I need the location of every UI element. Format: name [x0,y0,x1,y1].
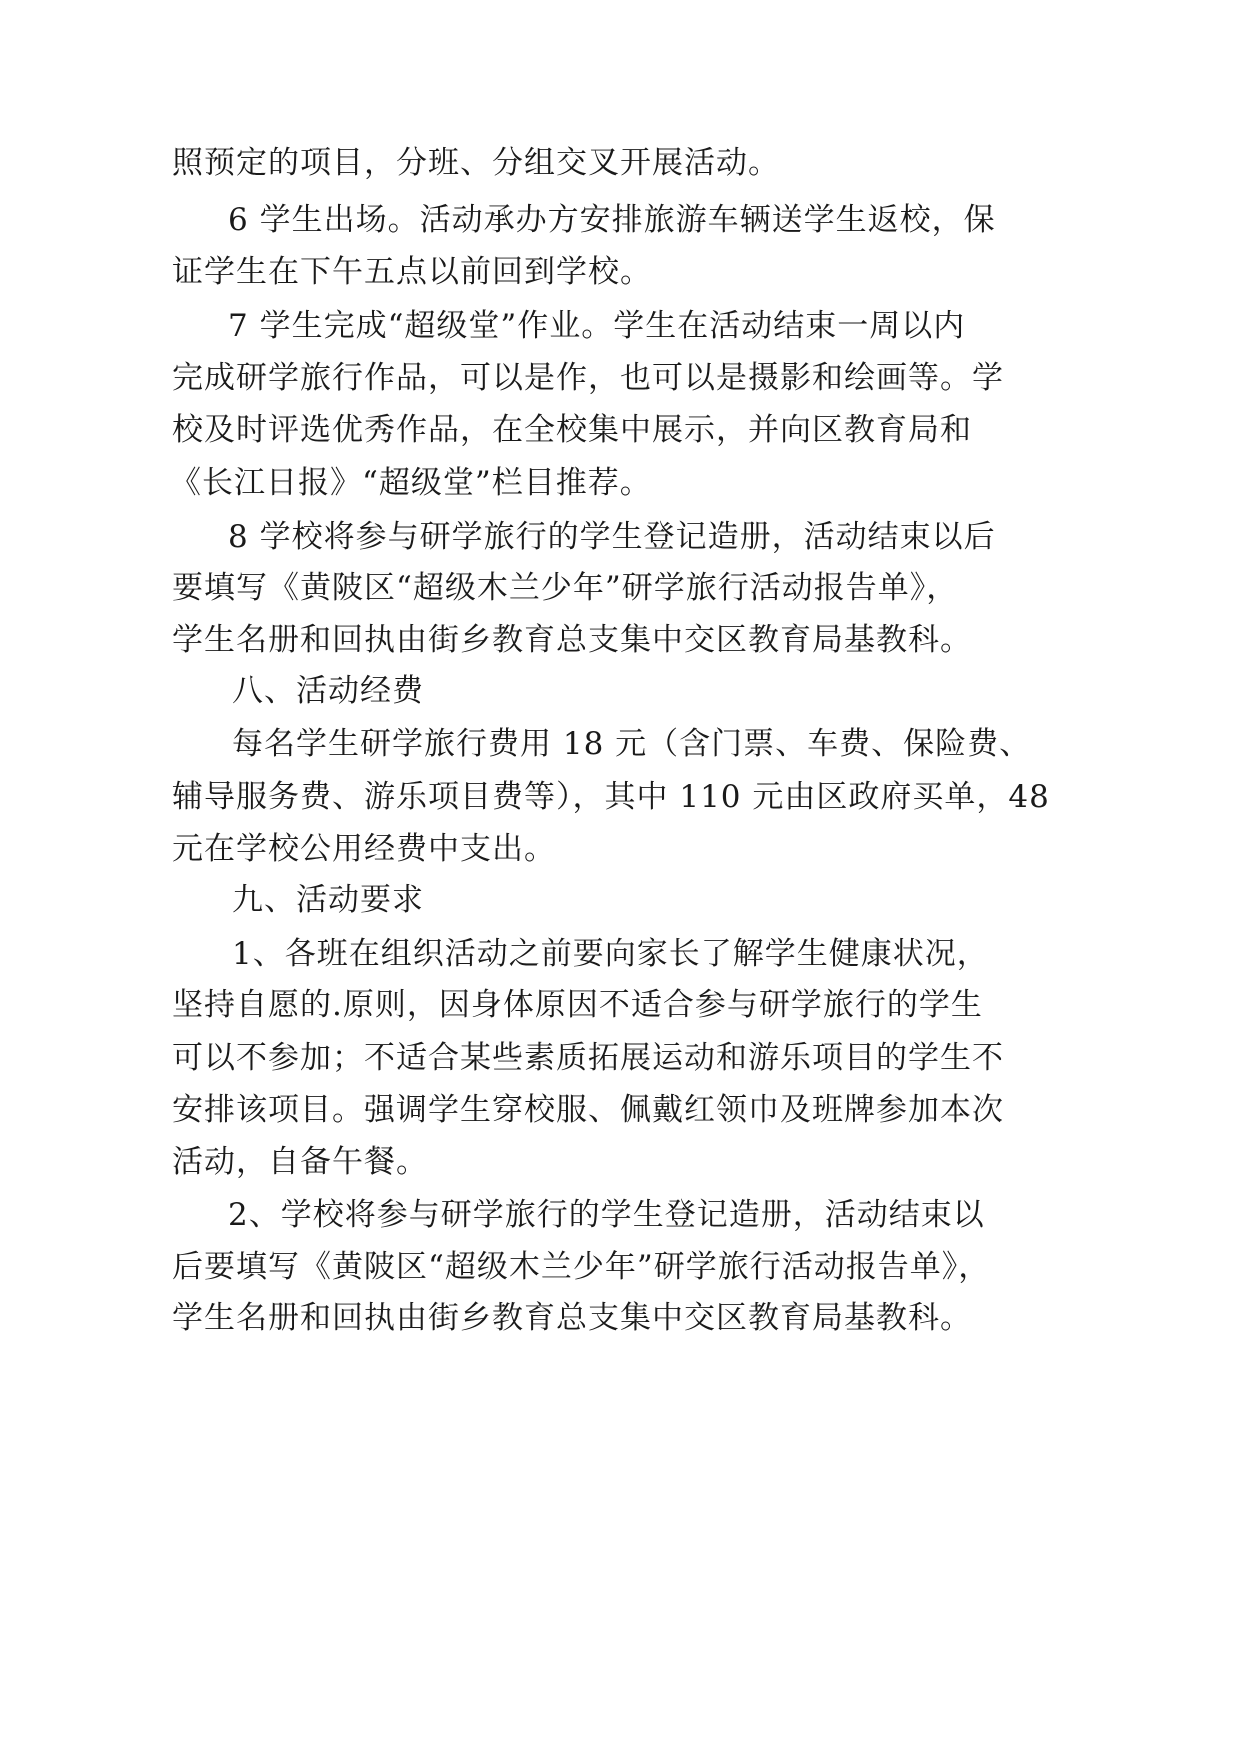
text-line: 8 学校将参与研学旅行的学生登记造册，活动结束以后 [228,519,996,555]
text-line: 照预定的项目，分班、分组交叉开展活动。 [172,145,780,181]
text-line: 6 学生出场。活动承办方安排旅游车辆送学生返校，保 [228,202,996,238]
text-line: 学生名册和回执由街乡教育总支集中交区教育局基教科。 [172,622,972,658]
section-heading: 八、活动经费 [232,673,424,709]
text-line: 安排该项目。强调学生穿校服、佩戴红领巾及班牌参加本次 [172,1092,1004,1128]
text-line: 校及时评选优秀作品，在全校集中展示，并向区教育局和 [172,412,972,448]
text-line: 坚持自愿的.原则，因身体原因不适合参与研学旅行的学生 [172,987,983,1023]
text-line: 1、各班在组织活动之前要向家长了解学生健康状况， [232,936,989,972]
text-line: 每名学生研学旅行费用 18 元（含门票、车费、保险费、 [232,726,1032,762]
text-line: 完成研学旅行作品，可以是作，也可以是摄影和绘画等。学 [172,360,1004,396]
text-line: 证学生在下午五点以前回到学校。 [172,254,652,290]
text-line: 辅导服务费、游乐项目费等），其中 110 元由区政府买单，48 [172,779,1050,815]
text-line: 7 学生完成“超级堂”作业。学生在活动结束一周以内 [228,308,966,344]
text-line: 《长江日报》“超级堂”栏目推荐。 [170,465,652,501]
text-line: 后要填写《黄陂区“超级木兰少年”研学旅行活动报告单》， [172,1249,991,1285]
text-line: 学生名册和回执由街乡教育总支集中交区教育局基教科。 [172,1300,972,1336]
text-line: 活动，自备午餐。 [172,1144,428,1180]
text-line: 要填写《黄陂区“超级木兰少年”研学旅行活动报告单》， [172,570,959,606]
text-line: 2、学校将参与研学旅行的学生登记造册，活动结束以 [228,1197,985,1233]
section-heading: 九、活动要求 [232,882,424,918]
text-line: 可以不参加；不适合某些素质拓展运动和游乐项目的学生不 [172,1040,1004,1076]
text-line: 元在学校公用经费中支出。 [172,831,556,867]
